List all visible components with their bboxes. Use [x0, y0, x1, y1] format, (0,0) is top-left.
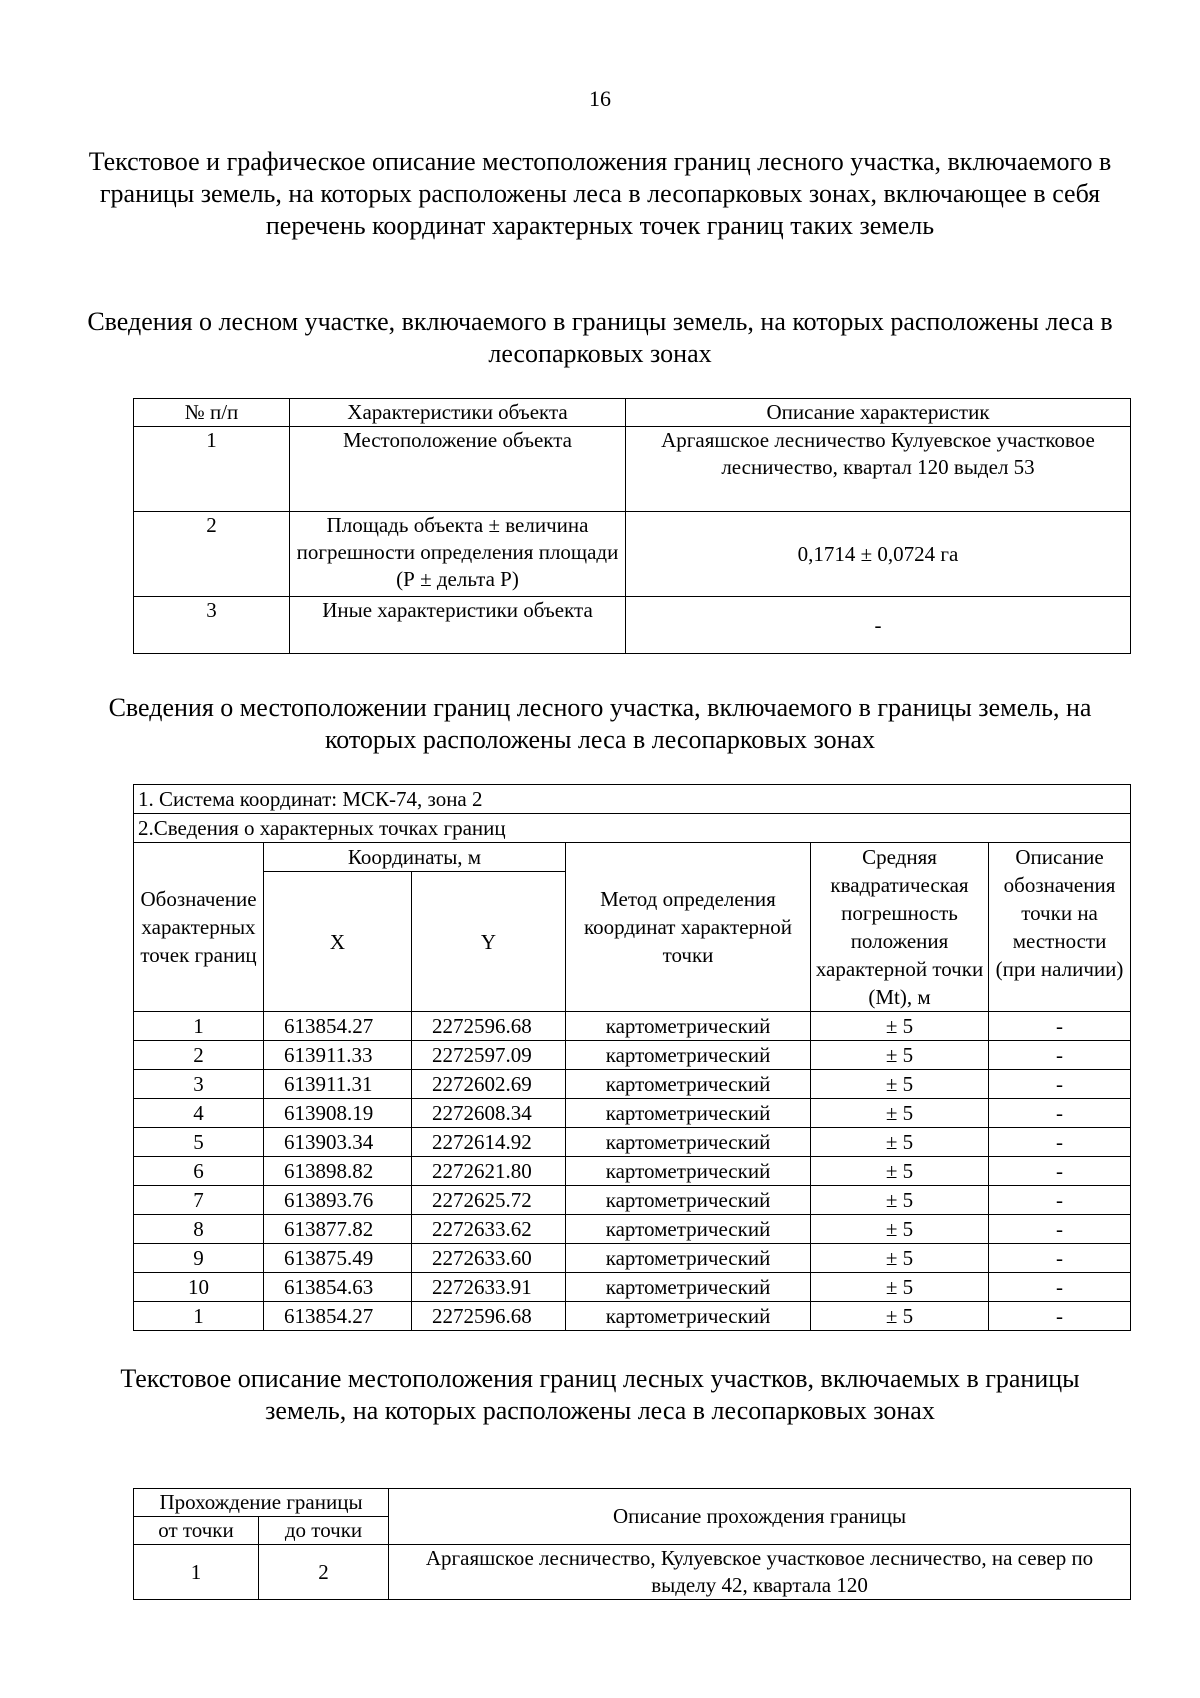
header-point-description: Описание обозначения точки на местности (при наличии)	[989, 843, 1131, 1012]
point-x: 613875.49	[264, 1244, 412, 1273]
table-row	[134, 1012, 1131, 1041]
point-x: 613854.27	[264, 1302, 412, 1331]
point-x: 613854.27	[264, 1012, 412, 1041]
point-method: картометрический	[566, 1215, 811, 1244]
table-row	[134, 1041, 1131, 1070]
object-info-table	[133, 398, 1131, 654]
point-method: картометрический	[566, 1302, 811, 1331]
point-y: 2272596.68	[412, 1302, 566, 1331]
point-error: ± 5	[811, 1186, 989, 1215]
point-error: ± 5	[811, 1302, 989, 1331]
point-x: 613908.19	[264, 1099, 412, 1128]
table-row	[134, 1244, 1131, 1273]
boundary-description-table	[133, 1488, 1131, 1600]
table-row	[134, 1157, 1131, 1186]
point-description: -	[989, 1128, 1131, 1157]
point-x: 613911.31	[264, 1070, 412, 1099]
point-y: 2272621.80	[412, 1157, 566, 1186]
header-description: Описание характеристик	[626, 399, 1131, 427]
point-method: картометрический	[566, 1273, 811, 1302]
point-description: -	[989, 1070, 1131, 1099]
header-passage: Прохождение границы	[134, 1489, 389, 1517]
header-x: X	[264, 872, 412, 1012]
header-coordinates: Координаты, м	[264, 843, 566, 872]
point-error: ± 5	[811, 1215, 989, 1244]
boundary-description: Аргаяшское лесничество, Кулуевское участковое лесничество, на север по выделу 42, квартала 120	[389, 1545, 1131, 1600]
header-to-point: до точки	[259, 1517, 389, 1545]
point-method: картометрический	[566, 1099, 811, 1128]
row-value: 0,1714 ± 0,0724 га	[626, 512, 1131, 597]
table-row	[134, 427, 1131, 512]
coordinate-system-row	[134, 785, 1131, 814]
point-description: -	[989, 1273, 1131, 1302]
main-title: Текстовое и графическое описание местоположения границ лесного участка, включаемого в границы земель, на которых расположены леса в лесопарковых зонах, включающее в себя перечень координат характерных точек границ таких земель	[88, 147, 1112, 240]
table-header-row	[134, 1489, 1131, 1517]
table-row	[134, 1099, 1131, 1128]
point-y: 2272633.60	[412, 1244, 566, 1273]
point-y: 2272597.09	[412, 1041, 566, 1070]
point-number: 4	[134, 1099, 264, 1128]
point-y: 2272633.62	[412, 1215, 566, 1244]
point-y: 2272596.68	[412, 1012, 566, 1041]
point-error: ± 5	[811, 1041, 989, 1070]
row-value: -	[626, 597, 1131, 654]
table-row	[134, 512, 1131, 597]
point-x: 613898.82	[264, 1157, 412, 1186]
point-number: 10	[134, 1273, 264, 1302]
point-description: -	[989, 1041, 1131, 1070]
point-x: 613893.76	[264, 1186, 412, 1215]
point-description: -	[989, 1244, 1131, 1273]
point-error: ± 5	[811, 1244, 989, 1273]
point-method: картометрический	[566, 1012, 811, 1041]
header-from-point: от точки	[134, 1517, 259, 1545]
header-boundary-description: Описание прохождения границы	[389, 1489, 1131, 1545]
header-method: Метод определения координат характерной точки	[566, 843, 811, 1012]
point-method: картометрический	[566, 1128, 811, 1157]
point-y: 2272608.34	[412, 1099, 566, 1128]
point-method: картометрический	[566, 1157, 811, 1186]
coordinate-system: 1. Система координат: МСК-74, зона 2	[134, 785, 1131, 814]
from-point: 1	[134, 1545, 259, 1600]
point-method: картометрический	[566, 1186, 811, 1215]
table-header-row	[134, 399, 1131, 427]
table-row	[134, 1186, 1131, 1215]
point-y: 2272625.72	[412, 1186, 566, 1215]
point-number: 1	[134, 1012, 264, 1041]
row-value: Аргаяшское лесничество Кулуевское участковое лесничество, квартал 120 выдел 53	[626, 427, 1131, 512]
point-number: 3	[134, 1070, 264, 1099]
row-number: 1	[134, 427, 290, 512]
point-x: 613854.63	[264, 1273, 412, 1302]
point-y: 2272614.92	[412, 1128, 566, 1157]
point-error: ± 5	[811, 1012, 989, 1041]
header-y: Y	[412, 872, 566, 1012]
points-body	[134, 1012, 1131, 1331]
row-name: Местоположение объекта	[290, 427, 626, 512]
row-number: 2	[134, 512, 290, 597]
table-row	[134, 1545, 1131, 1600]
point-description: -	[989, 1157, 1131, 1186]
point-method: картометрический	[566, 1244, 811, 1273]
points-info-row	[134, 814, 1131, 843]
row-name: Иные характеристики объекта	[290, 597, 626, 654]
row-number: 3	[134, 597, 290, 654]
point-method: картометрический	[566, 1041, 811, 1070]
point-number: 7	[134, 1186, 264, 1215]
point-description: -	[989, 1215, 1131, 1244]
section3-title: Текстовое описание местоположения границ лесных участков, включаемых в границы земель, на которых расположены леса в лесопарковых зонах	[120, 1364, 1080, 1425]
section1-title: Сведения о лесном участке, включаемого в границы земель, на которых расположены леса в лесопарковых зонах	[87, 307, 1113, 368]
point-number: 2	[134, 1041, 264, 1070]
point-description: -	[989, 1186, 1131, 1215]
point-number: 5	[134, 1128, 264, 1157]
point-number: 1	[134, 1302, 264, 1331]
section2-title: Сведения о местоположении границ лесного участка, включаемого в границы земель, на которых расположены леса в лесопарковых зонах	[108, 693, 1092, 754]
table-row	[134, 1215, 1131, 1244]
point-error: ± 5	[811, 1128, 989, 1157]
table-row	[134, 1070, 1131, 1099]
point-x: 613903.34	[264, 1128, 412, 1157]
table-row	[134, 1128, 1131, 1157]
point-error: ± 5	[811, 1070, 989, 1099]
point-error: ± 5	[811, 1099, 989, 1128]
row-name: Площадь объекта ± величина погрешности определения площади (Р ± дельта Р)	[290, 512, 626, 597]
point-description: -	[989, 1012, 1131, 1041]
point-y: 2272602.69	[412, 1070, 566, 1099]
point-y: 2272633.91	[412, 1273, 566, 1302]
point-description: -	[989, 1099, 1131, 1128]
point-error: ± 5	[811, 1157, 989, 1186]
points-info: 2.Сведения о характерных точках границ	[134, 814, 1131, 843]
table-row	[134, 1302, 1131, 1331]
point-error: ± 5	[811, 1273, 989, 1302]
table-row	[134, 1273, 1131, 1302]
point-x: 613911.33	[264, 1041, 412, 1070]
boundary-points-table	[133, 784, 1131, 1331]
table-header-row	[134, 843, 1131, 872]
header-number: № п/п	[134, 399, 290, 427]
point-description: -	[989, 1302, 1131, 1331]
header-characteristics: Характеристики объекта	[290, 399, 626, 427]
point-x: 613877.82	[264, 1215, 412, 1244]
point-number: 8	[134, 1215, 264, 1244]
point-number: 9	[134, 1244, 264, 1273]
page-number: 16	[589, 86, 611, 111]
header-designation: Обозначение характерных точек границ	[134, 843, 264, 1012]
to-point: 2	[259, 1545, 389, 1600]
point-method: картометрический	[566, 1070, 811, 1099]
table-row	[134, 597, 1131, 654]
header-error: Средняя квадратическая погрешность положения характерной точки (Mt), м	[811, 843, 989, 1012]
point-number: 6	[134, 1157, 264, 1186]
